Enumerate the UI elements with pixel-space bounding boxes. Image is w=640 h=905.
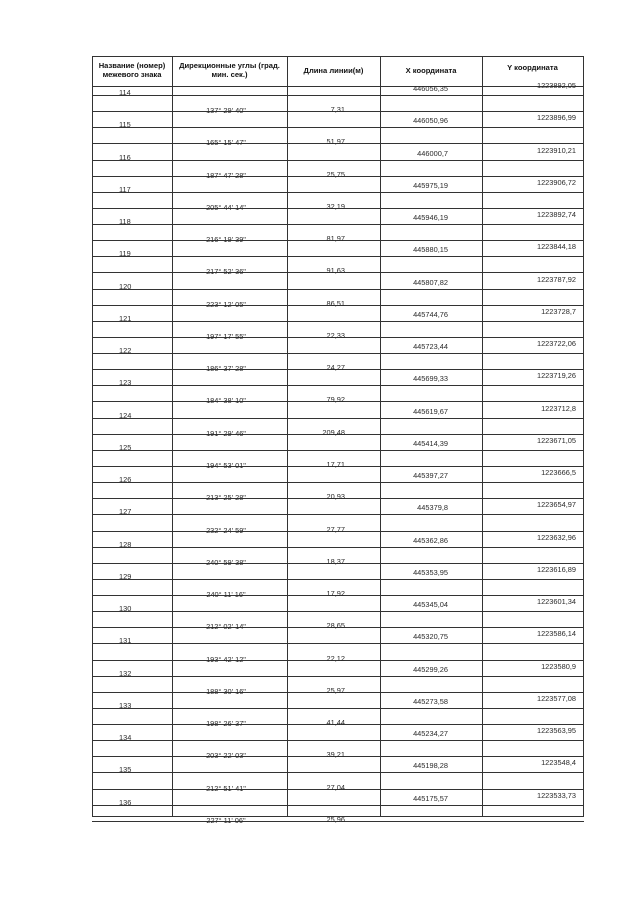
row-line [92,772,584,773]
segment-length: 17,92 [326,589,345,598]
point-name: 121 [119,314,132,323]
header-length: Длина линии(м) [303,66,364,75]
segment-angle: 194° 53' 01" [206,461,246,470]
segment-length: 32,19 [326,202,345,211]
point-name: 125 [119,443,132,452]
point-y: 1223896,99 [536,113,576,122]
segment-angle: 217° 52' 36" [206,267,246,276]
col-border-3 [380,56,381,816]
point-y: 1223892,05 [536,81,576,90]
row-line [92,160,584,161]
point-name: 127 [119,507,132,516]
row-line [92,321,584,322]
row-line [92,256,584,257]
point-x: 445723,44 [413,342,448,351]
segment-angle: 212° 51' 41" [206,784,246,793]
segment-length: 81,97 [326,234,345,243]
segment-length: 39,21 [326,750,345,759]
row-line [92,192,584,193]
segment-length: 27,77 [326,525,345,534]
segment-angle: 165° 15' 47" [206,138,246,147]
point-name: 114 [119,88,131,97]
header-x: X координата [405,66,457,75]
segment-angle: 191° 29' 46" [206,429,246,438]
point-name: 126 [119,475,132,484]
point-x: 445345,04 [413,600,448,609]
segment-angle: 193° 42' 12" [206,655,246,664]
row-line [92,579,584,580]
row-line [92,385,584,386]
segment-length: 20,93 [326,492,345,501]
row-line [92,289,584,290]
point-y: 1223844,18 [536,242,576,251]
segment-angle: 197° 17' 55" [206,332,246,341]
point-x: 445234,27 [413,729,448,738]
segment-angle: 205° 44' 14" [206,203,246,212]
point-x: 445744,76 [413,310,448,319]
point-x: 446050,96 [413,116,448,125]
col-border-2 [287,56,288,816]
point-y: 1223906,72 [536,178,576,187]
segment-length: 22,33 [326,331,345,340]
segment-length: 86,51 [326,299,345,308]
point-x: 445807,82 [413,278,448,287]
row-line [92,127,584,128]
point-name: 130 [119,604,132,613]
point-y: 1223632,96 [536,533,576,542]
point-x: 445946,19 [413,213,448,222]
point-y: 1223712,8 [541,404,576,413]
point-y: 1223722,06 [536,339,576,348]
segment-angle: 240° 59' 38" [206,558,246,567]
segment-length: 7,31 [330,105,345,114]
col-border-1 [172,56,173,816]
point-name: 115 [119,120,131,129]
point-x: 445619,67 [413,407,448,416]
row-line [92,676,584,677]
segment-angle: 227° 11' 06" [206,816,246,825]
row-line [92,805,584,806]
point-name: 123 [119,378,132,387]
point-name: 134 [119,733,132,742]
segment-length: 24,27 [326,363,345,372]
point-name: 120 [119,282,132,291]
col-border-5 [583,56,584,816]
segment-length: 209,48 [322,428,345,437]
point-x: 445362,86 [413,536,448,545]
point-y: 1223580,9 [541,662,576,671]
point-x: 445198,28 [413,761,448,770]
point-y: 1223586,14 [536,629,576,638]
header-y: Y координата [507,63,558,72]
segment-angle: 223° 12' 05" [206,300,246,309]
point-name: 129 [119,572,132,581]
row-line [92,95,584,96]
point-y: 1223892,74 [536,210,576,219]
point-y: 1223533,73 [536,791,576,800]
row-line [92,514,584,515]
segment-length: 17,71 [326,460,345,469]
segment-length: 22,12 [326,654,345,663]
row-line [92,740,584,741]
point-x: 445699,33 [413,374,448,383]
point-x: 445175,57 [413,794,448,803]
segment-length: 91,63 [326,266,345,275]
row-line [92,611,584,612]
segment-angle: 198° 26' 37" [206,719,246,728]
col-border-0 [92,56,93,816]
point-x: 446056,35 [413,84,448,93]
point-y: 1223548,4 [541,758,576,767]
segment-angle: 137° 29' 40" [206,106,246,115]
point-name: 128 [119,540,132,549]
row-line [92,643,584,644]
segment-length: 25,75 [326,170,345,179]
row-line [92,418,584,419]
row-line [92,547,584,548]
point-x: 445299,26 [413,665,448,674]
point-name: 119 [119,249,131,258]
segment-length: 51,97 [326,137,345,146]
point-name: 135 [119,765,132,774]
segment-angle: 216° 19' 39" [206,235,246,244]
point-y: 1223719,26 [536,371,576,380]
segment-length: 41,44 [326,718,345,727]
segment-angle: 240° 11' 16" [206,590,246,599]
point-name: 131 [119,636,132,645]
point-y: 1223787,92 [536,275,576,284]
point-name: 116 [119,153,131,162]
segment-angle: 187° 47' 28" [206,171,246,180]
point-y: 1223728,7 [541,307,576,316]
point-x: 445975,19 [413,181,448,190]
segment-angle: 212° 02' 14" [206,622,246,631]
segment-angle: 203° 22' 03" [206,751,246,760]
row-line [92,450,584,451]
segment-angle: 188° 30' 16" [206,687,246,696]
segment-length: 25,96 [326,815,345,824]
row-line [92,482,584,483]
point-x: 445379,8 [417,503,448,512]
point-name: 122 [119,346,132,355]
point-name: 133 [119,701,132,710]
point-name: 118 [119,217,131,226]
segment-angle: 232° 24' 59" [206,526,246,535]
point-y: 1223671,05 [536,436,576,445]
segment-angle: 184° 38' 10" [206,396,246,405]
point-x: 445353,95 [413,568,448,577]
point-y: 1223601,34 [536,597,576,606]
point-y: 1223666,5 [541,468,576,477]
point-x: 445320,75 [413,632,448,641]
segment-length: 18,37 [326,557,345,566]
point-y: 1223563,95 [536,726,576,735]
segment-length: 28,65 [326,621,345,630]
point-y: 1223616,89 [536,565,576,574]
header-name: Название (номер) межевого знака [98,61,166,79]
point-x: 445880,15 [413,245,448,254]
point-name: 136 [119,798,132,807]
header-top-border [92,56,584,57]
segment-angle: 213° 25' 28" [206,493,246,502]
row-line [92,708,584,709]
point-x: 445397,27 [413,471,448,480]
header-angle: Дирекционные углы (град. мин. сек.) [179,61,280,79]
point-name: 132 [119,669,132,678]
point-name: 124 [119,411,132,420]
point-y: 1223654,97 [536,500,576,509]
row-line [92,353,584,354]
row-line [92,224,584,225]
point-y: 1223577,08 [536,694,576,703]
point-name: 117 [119,185,131,194]
segment-length: 25,97 [326,686,345,695]
point-x: 445273,58 [413,697,448,706]
point-y: 1223910,21 [536,146,576,155]
segment-angle: 186° 37' 28" [206,364,246,373]
point-x: 445414,39 [413,439,448,448]
segment-length: 27,04 [326,783,345,792]
point-x: 446000,7 [417,149,448,158]
col-border-4 [482,56,483,816]
segment-length: 79,92 [326,395,345,404]
